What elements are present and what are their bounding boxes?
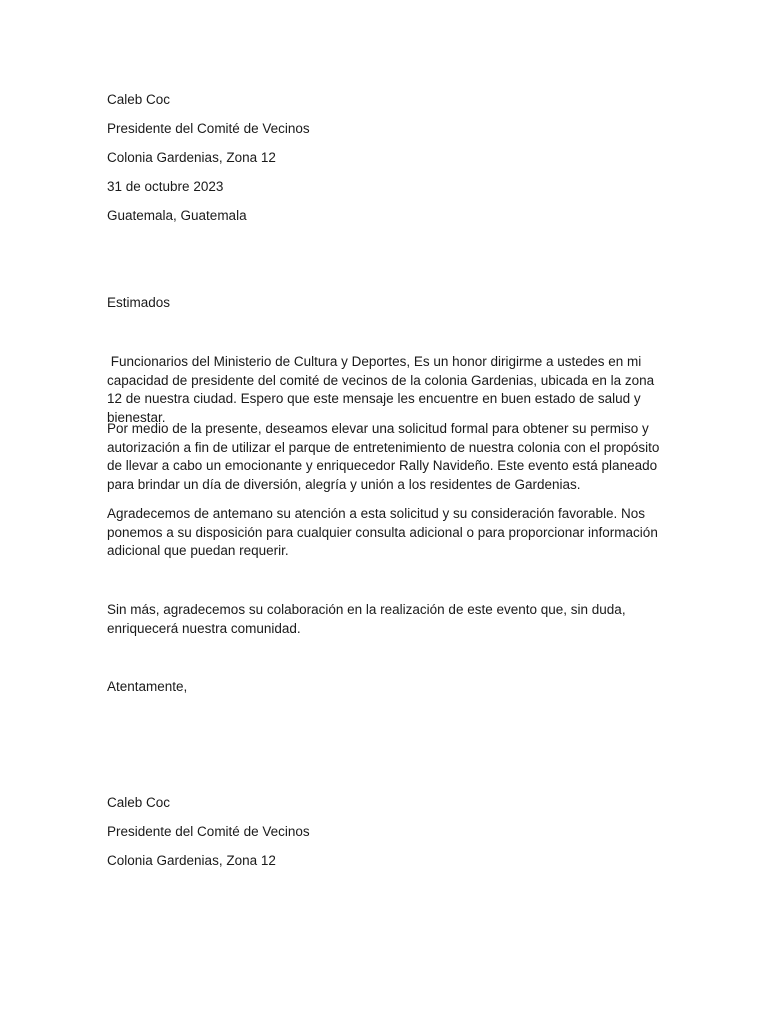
salutation: Estimados — [107, 295, 171, 310]
sender-title: Presidente del Comité de Vecinos — [107, 121, 310, 136]
paragraph-thanks: Agradecemos de antemano su atención a esta solicitud y su consideración favorable. Nos ponemos a su disposición para cualquier consulta adicional o para proporcionar información adicional que puedan requerir. — [107, 506, 658, 558]
sender-name: Caleb Coc — [107, 92, 171, 107]
paragraph-intro: Funcionarios del Ministerio de Cultura y Deportes, Es un honor dirigirme a ustedes en mi capacidad de presidente del comité de vecinos de la colonia Gardenias, ubicada en la zona 12 de nuestra ciudad. Espero que este mensaje les encuentre en buen estado de salud y bienestar. — [107, 354, 658, 425]
letter-city: Guatemala, Guatemala — [107, 208, 247, 223]
sender-address: Colonia Gardenias, Zona 12 — [107, 150, 276, 165]
signature-name: Caleb Coc — [107, 795, 171, 810]
signature-title: Presidente del Comité de Vecinos — [107, 824, 310, 839]
paragraph-request: Por medio de la presente, deseamos elevar una solicitud formal para obtener su permiso y autorización a fin de utilizar el parque de entretenimiento de nuestra colonia con el propósito de llevar a cabo un emocionante y enriquecedor Rally Navideño. Este evento está planeado para brindar un día de diversión, alegría y unión a los residentes de Gardenias. — [107, 421, 660, 492]
signature-address: Colonia Gardenias, Zona 12 — [107, 853, 276, 868]
closing: Atentamente, — [107, 679, 188, 694]
paragraph-final: Sin más, agradecemos su colaboración en la realización de este evento que, sin duda, enriquecerá nuestra comunidad. — [107, 602, 626, 636]
letter-date: 31 de octubre 2023 — [107, 179, 224, 194]
